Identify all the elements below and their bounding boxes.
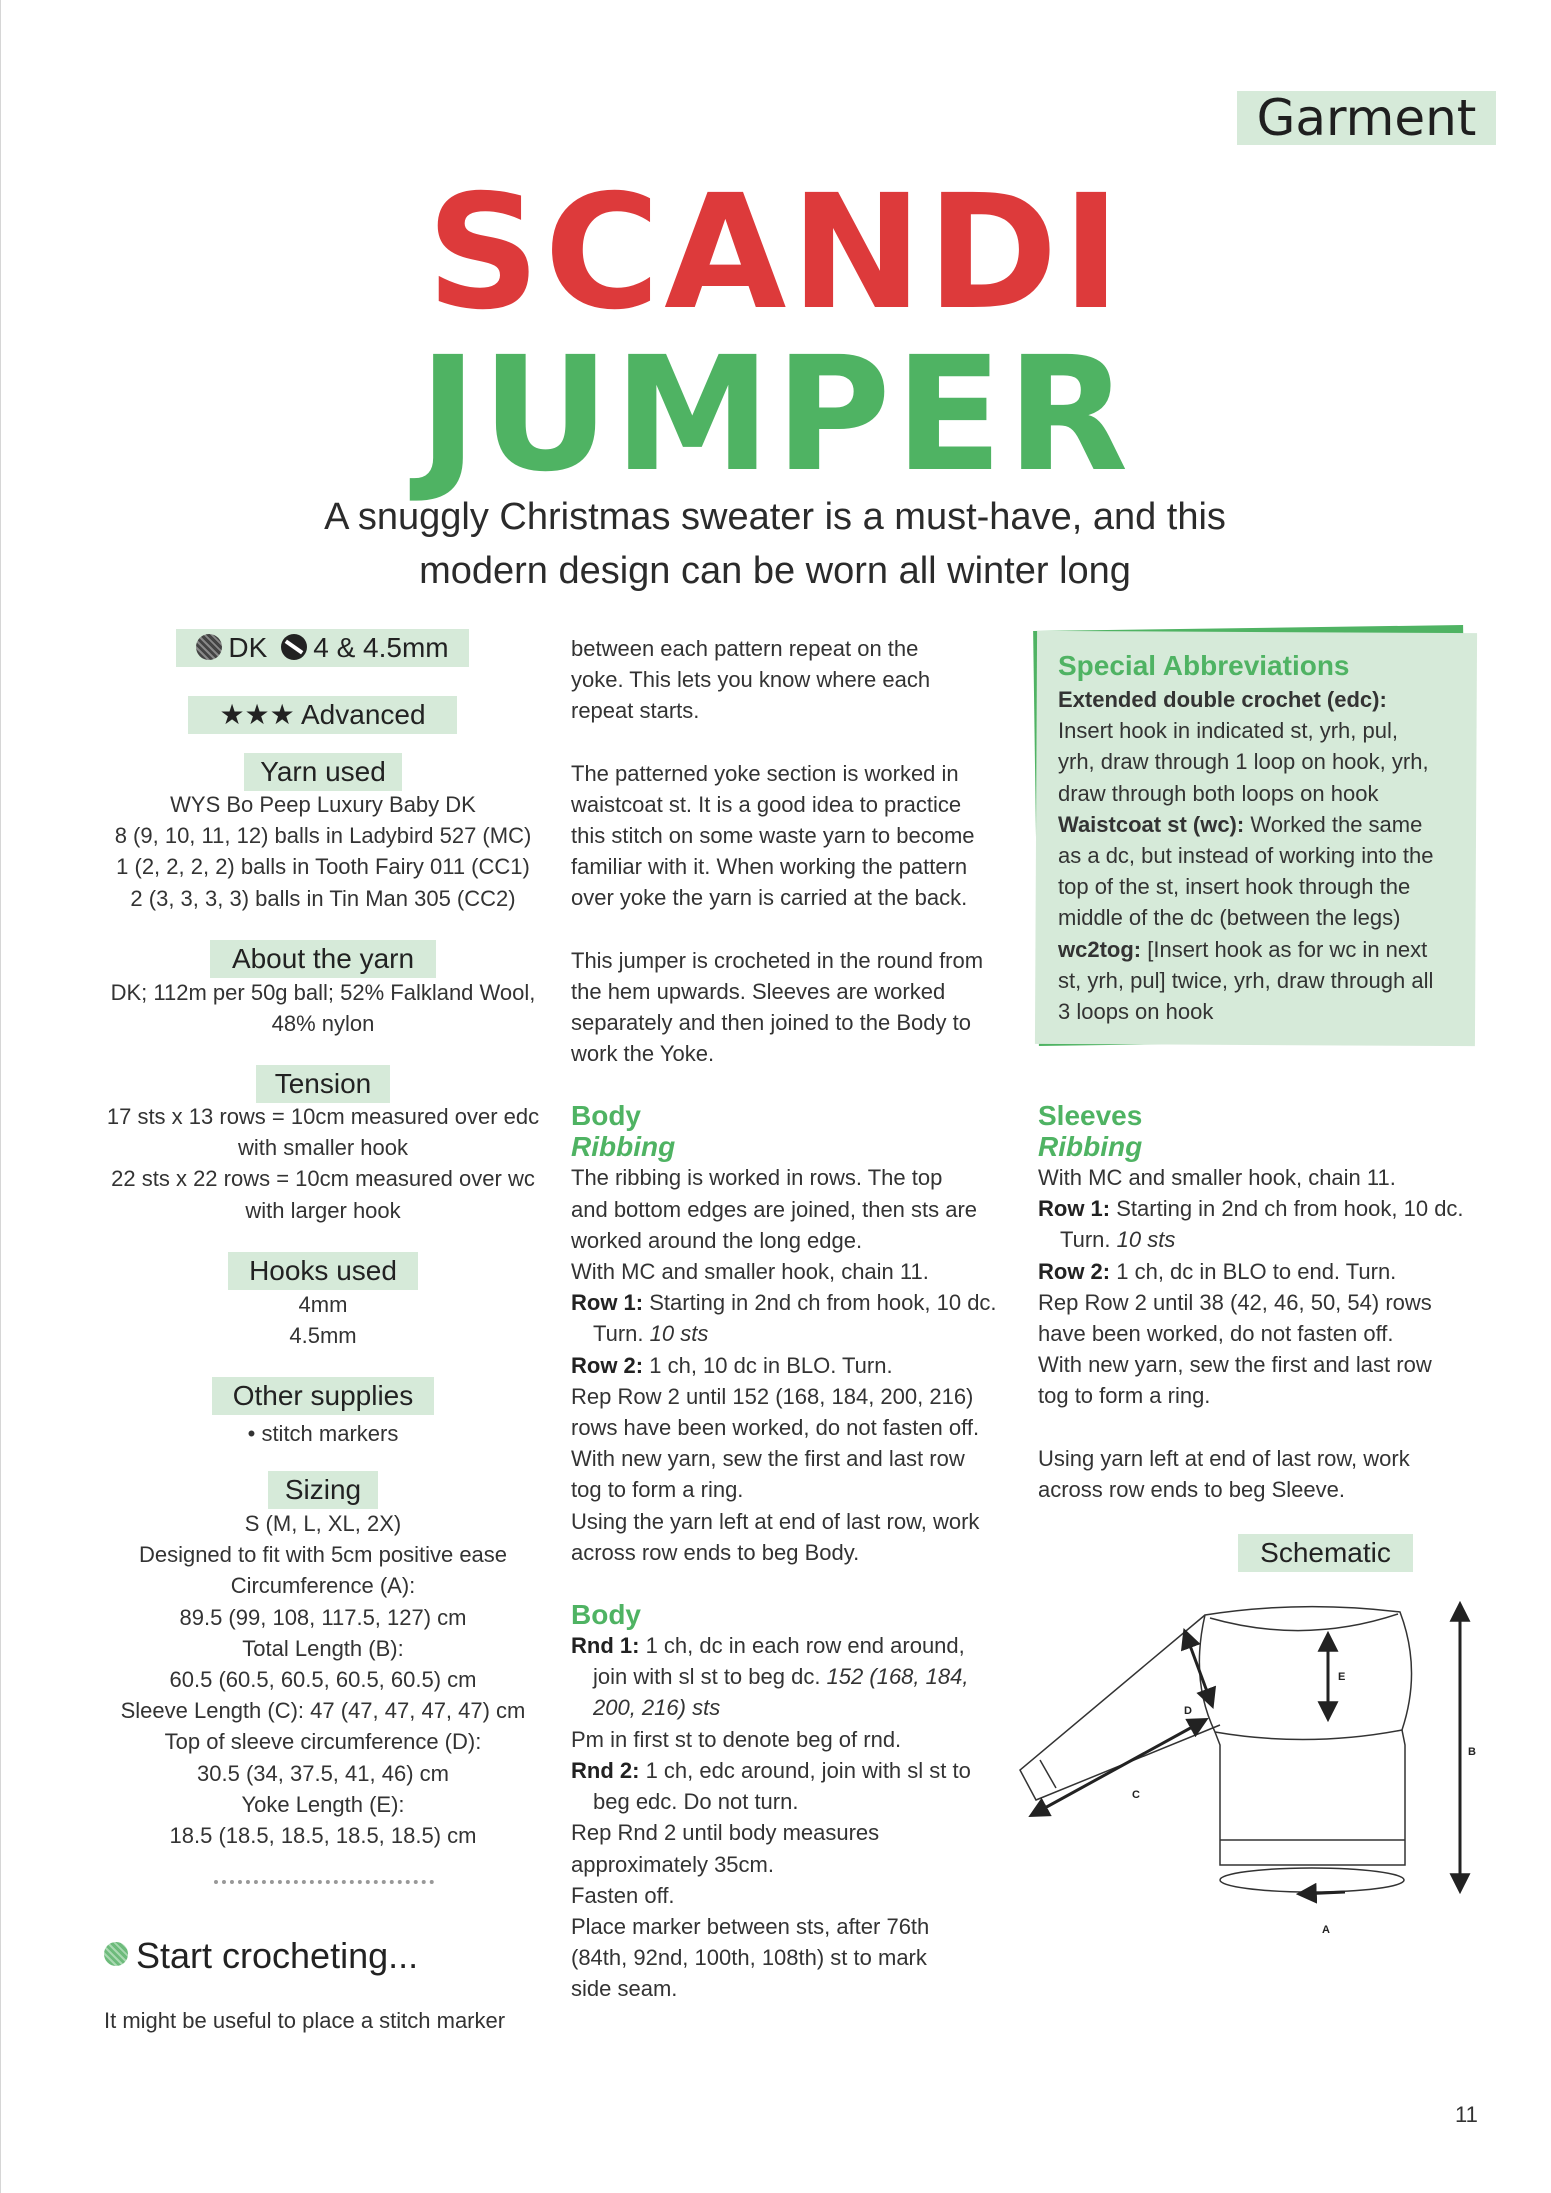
- text-line: Using yarn left at end of last row, work: [1038, 1445, 1410, 1471]
- sizing-text: [100, 1508, 546, 1851]
- text-line: With MC and smaller hook, chain 11.: [1038, 1165, 1396, 1190]
- body-shape: [1215, 1730, 1405, 1865]
- text-line: familiar with it. When working the pattern: [571, 854, 968, 880]
- text-line: With MC and smaller hook, chain 11.: [571, 1259, 929, 1285]
- subtitle: [150, 490, 1400, 598]
- text-line: rows have been worked, do not fasten off.: [571, 1415, 980, 1441]
- tension-line: 22 sts x 22 rows = 10cm measured over wc: [111, 1166, 535, 1192]
- subtitle-line-2: modern design can be worn all winter long: [419, 550, 1131, 592]
- label-c: C: [1132, 1789, 1140, 1801]
- text-line: waistcoat st. It is a good idea to practice: [571, 791, 962, 817]
- row-2-instruction: [571, 1350, 997, 1381]
- yarn-weight-badge: [176, 629, 469, 667]
- body-heading: Body: [571, 1100, 641, 1132]
- yarn-weight: DK: [228, 632, 268, 663]
- text-line: across row ends to beg Body.: [571, 1539, 860, 1565]
- sizing-line: Circumference (A):: [230, 1573, 416, 1599]
- abbr-label: Waistcoat st (wc):: [1058, 811, 1245, 837]
- abbr-text: Worked the same: [1244, 811, 1423, 837]
- start-text: It might be useful to place a stitch marker: [104, 2008, 506, 2033]
- row-text: Turn.: [1060, 1227, 1117, 1253]
- yarn-ball-icon: [104, 1942, 128, 1966]
- rnd-label: Rnd 1:: [571, 1633, 640, 1659]
- row-label: Row 1:: [571, 1290, 644, 1316]
- yarn-used-line: 2 (3, 3, 3, 3) balls in Tin Man 305 (CC2): [130, 885, 516, 911]
- ribbing-heading: Ribbing: [571, 1131, 676, 1163]
- abbreviations-text: [1058, 648, 1478, 1027]
- rnd-text: 1 ch, dc in each row end around,: [639, 1633, 965, 1659]
- subtitle-line-1: A snuggly Christmas sweater is a must-have, and this: [324, 496, 1226, 538]
- sizing-line: Top of sleeve circumference (D):: [164, 1729, 482, 1755]
- row-1-continuation: [571, 1318, 997, 1349]
- row-1-instruction: [1038, 1193, 1464, 1224]
- text-line: the hem upwards. Sleeves are worked: [571, 978, 946, 1004]
- abbreviations-title: Special Abbreviations: [1058, 650, 1350, 681]
- text-line: The ribbing is worked in rows. The top: [571, 1165, 943, 1191]
- text-line: as a dc, but instead of working into the: [1058, 843, 1434, 869]
- rnd-1-continuation: [571, 1661, 997, 1692]
- row-text: Starting in 2nd ch from hook, 10 dc.: [643, 1290, 997, 1316]
- spacer: [571, 1568, 997, 1599]
- stitch-count: 10 sts: [1116, 1227, 1176, 1253]
- label-e: E: [1338, 1671, 1346, 1683]
- middle-column: [571, 633, 997, 2005]
- text-line: Place marker between sts, after 76th: [571, 1913, 930, 1939]
- title-line-2: JUMPER: [418, 323, 1133, 507]
- spacer: [571, 914, 997, 945]
- supply-item: • stitch markers: [247, 1421, 399, 1446]
- text-line: This jumper is crocheted in the round from: [571, 947, 984, 973]
- circumference-ellipse: [1220, 1868, 1404, 1892]
- text-line: With new yarn, sew the first and last row: [1038, 1352, 1432, 1378]
- label-b: B: [1468, 1746, 1476, 1758]
- abbr-term: [1058, 684, 1478, 715]
- yarn-used-list: [100, 789, 546, 914]
- text-line: Using the yarn left at end of last row, work: [571, 1508, 980, 1534]
- abbr-label: wc2tog:: [1058, 936, 1142, 962]
- row-1-instruction: [571, 1287, 997, 1318]
- yarn-used-line: WYS Bo Peep Luxury Baby DK: [170, 792, 476, 817]
- rnd-2-instruction: [571, 1755, 997, 1786]
- sizing-line: 89.5 (99, 108, 117.5, 127) cm: [179, 1604, 467, 1630]
- text-line: across row ends to beg Sleeve.: [1038, 1476, 1345, 1502]
- text-line: over yoke the yarn is carried at the back.: [571, 885, 968, 911]
- yarn-used-line: 8 (9, 10, 11, 12) balls in Ladybird 527 (MC): [114, 823, 532, 849]
- yarn-ball-icon: [196, 634, 222, 660]
- row-label: Row 1:: [1038, 1196, 1111, 1222]
- label-d: D: [1184, 1705, 1192, 1717]
- tension-line: with larger hook: [245, 1197, 401, 1223]
- text-line: side seam.: [571, 1976, 678, 2002]
- rnd-1-instruction: [571, 1630, 997, 1661]
- text-line: Rep Row 2 until 38 (42, 46, 50, 54) rows: [1038, 1289, 1432, 1315]
- start-heading-text: Start crocheting...: [136, 1935, 419, 1976]
- rnd-label: Rnd 2:: [571, 1757, 640, 1783]
- about-yarn-label: About the yarn: [210, 940, 436, 978]
- sleeves-ribbing-heading: Ribbing: [1038, 1131, 1143, 1162]
- sizing-line: 60.5 (60.5, 60.5, 60.5, 60.5) cm: [169, 1667, 477, 1693]
- stitch-count: 152 (168, 184,: [826, 1664, 969, 1690]
- text-line: With new yarn, sew the first and last row: [571, 1446, 965, 1472]
- yarn-used-line: 1 (2, 2, 2, 2) balls in Tooth Fairy 011 (CC1): [116, 854, 530, 880]
- text-line: between each pattern repeat on the: [571, 636, 919, 661]
- row-text: Starting in 2nd ch from hook, 10 dc.: [1110, 1196, 1464, 1222]
- row-label: Row 2:: [1038, 1258, 1111, 1284]
- text-line: The patterned yoke section is worked in: [571, 760, 959, 786]
- body-rounds-heading: Body: [571, 1599, 641, 1631]
- sizing-line: Yoke Length (E):: [241, 1791, 405, 1817]
- spacer: [571, 1069, 997, 1100]
- row-text: 1 ch, dc in BLO to end. Turn.: [1110, 1258, 1397, 1284]
- dimension-c-arrow: [1032, 1720, 1205, 1815]
- about-yarn-text: [100, 977, 546, 1039]
- rnd-text: join with sl st to beg dc.: [593, 1664, 827, 1690]
- text-line: have been worked, do not fasten off.: [1038, 1321, 1394, 1347]
- text-line: (84th, 92nd, 100th, 108th) st to mark: [571, 1945, 927, 1971]
- sizing-line: S (M, L, XL, 2X): [244, 1511, 402, 1536]
- text-line: draw through both loops on hook: [1058, 780, 1379, 806]
- text-line: Rep Row 2 until 152 (168, 184, 200, 216): [571, 1383, 974, 1409]
- about-yarn-line: DK; 112m per 50g ball; 52% Falkland Wool,: [110, 980, 536, 1005]
- rnd-1-count: [571, 1692, 997, 1723]
- spacer: [571, 727, 997, 758]
- text-line: st, yrh, pul] twice, yrh, draw through all: [1058, 967, 1434, 993]
- hooks-used-label: Hooks used: [228, 1252, 418, 1290]
- dimension-d-arrow: [1185, 1632, 1212, 1705]
- difficulty-badge: [188, 696, 457, 734]
- text-line: Insert hook in indicated st, yrh, pul,: [1058, 718, 1398, 744]
- text-line: middle of the dc (between the legs): [1058, 905, 1401, 931]
- hooks-used-list: [100, 1289, 546, 1351]
- text-line: 3 loops on hook: [1058, 999, 1214, 1025]
- text-line: separately and then joined to the Body to: [571, 1010, 971, 1036]
- text-line: yoke. This lets you know where each: [571, 667, 931, 693]
- text-line: and bottom edges are joined, then sts are: [571, 1196, 978, 1222]
- hook-size-line: 4.5mm: [289, 1323, 357, 1349]
- row-2-instruction: [1038, 1256, 1464, 1287]
- text-line: top of the st, insert hook through the: [1058, 874, 1411, 900]
- row-1-continuation: [1038, 1224, 1464, 1255]
- stitch-count: 200, 216) sts: [593, 1695, 721, 1721]
- start-crocheting-heading: [104, 1934, 418, 1978]
- abbr-label: Extended double crochet (edc):: [1058, 687, 1387, 712]
- text-line: worked around the long edge.: [571, 1227, 863, 1253]
- schematic-diagram: [1000, 1590, 1480, 1950]
- section-tag: Garment: [1237, 91, 1496, 145]
- row-label: Row 2:: [571, 1352, 644, 1378]
- row-text: Turn.: [593, 1321, 650, 1347]
- neckline: [1210, 1614, 1398, 1631]
- other-supplies-label: Other supplies: [212, 1377, 434, 1415]
- tension-line: 17 sts x 13 rows = 10cm measured over edc: [106, 1104, 540, 1129]
- tension-label: Tension: [256, 1065, 390, 1103]
- hook-icon: [281, 634, 307, 660]
- sizing-line: Total Length (B):: [242, 1635, 404, 1661]
- difficulty-label: Advanced: [301, 699, 426, 730]
- dimension-a-arrow: [1300, 1892, 1345, 1894]
- text-line: tog to form a ring.: [1038, 1383, 1211, 1409]
- text-line: Pm in first st to denote beg of rnd.: [571, 1726, 902, 1752]
- yoke-shape: [1199, 1607, 1411, 1740]
- title-line-1: SCANDI: [426, 161, 1125, 345]
- dotted-divider: [214, 1880, 434, 1884]
- text-line: approximately 35cm.: [571, 1851, 774, 1877]
- row-text: 1 ch, 10 dc in BLO. Turn.: [643, 1352, 893, 1378]
- sizing-label: Sizing: [268, 1471, 378, 1509]
- tension-text: [100, 1101, 546, 1226]
- text-line: this stitch on some waste yarn to become: [571, 823, 975, 849]
- text-line: Fasten off.: [571, 1882, 675, 1908]
- text-line: tog to form a ring.: [571, 1477, 744, 1503]
- rnd-2-continuation: beg edc. Do not turn.: [593, 1789, 799, 1815]
- sizing-line: Sleeve Length (C): 47 (47, 47, 47, 47) cm: [120, 1698, 526, 1724]
- other-supplies-list: [100, 1418, 546, 1449]
- text-line: yrh, draw through 1 loop on hook, yrh,: [1058, 749, 1429, 775]
- tension-line: with smaller hook: [238, 1135, 408, 1161]
- sleeves-heading: Sleeves: [1038, 1100, 1143, 1131]
- stitch-count: 10 sts: [649, 1321, 709, 1347]
- label-a: A: [1322, 1924, 1330, 1936]
- abbr-term: [1058, 934, 1478, 965]
- sizing-line: 18.5 (18.5, 18.5, 18.5, 18.5) cm: [169, 1823, 477, 1849]
- page-number: 11: [1455, 2102, 1478, 2127]
- abbr-text: [Insert hook as for wc in next: [1141, 936, 1428, 962]
- cuff-ribbing-line: [1040, 1760, 1056, 1788]
- sizing-line: 30.5 (34, 37.5, 41, 46) cm: [197, 1760, 449, 1786]
- difficulty-stars: ★★★: [219, 699, 295, 730]
- schematic-label: Schematic: [1238, 1534, 1413, 1572]
- hook-sizes: 4 & 4.5mm: [313, 632, 449, 663]
- abbr-term: [1058, 809, 1478, 840]
- hook-size-line: 4mm: [298, 1292, 348, 1317]
- sleeves-column: [1038, 1100, 1464, 1505]
- text-line: Rep Rnd 2 until body measures: [571, 1820, 880, 1846]
- about-yarn-line: 48% nylon: [271, 1011, 375, 1037]
- text-line: work the Yoke.: [571, 1041, 715, 1067]
- rnd-text: 1 ch, edc around, join with sl st to: [639, 1757, 971, 1783]
- text-line: repeat starts.: [571, 698, 700, 724]
- spacer: [1038, 1412, 1464, 1443]
- sizing-line: Designed to fit with 5cm positive ease: [138, 1542, 508, 1568]
- yarn-used-label: Yarn used: [244, 753, 402, 791]
